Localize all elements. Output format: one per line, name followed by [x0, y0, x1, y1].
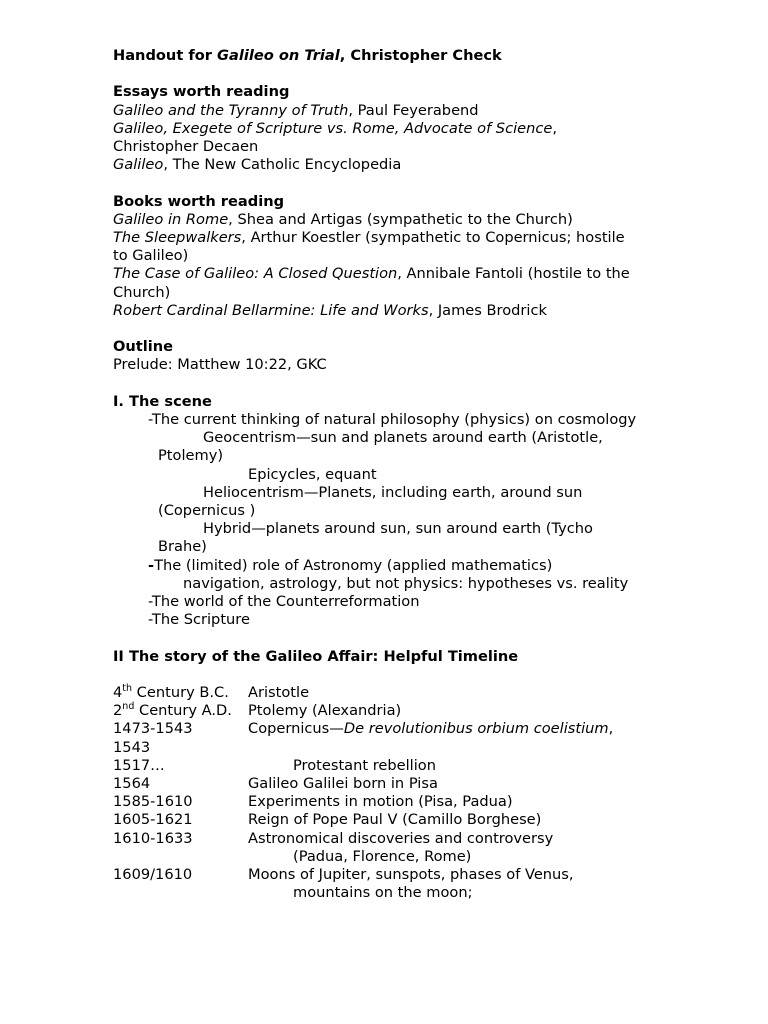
books-heading: Books worth reading: [113, 192, 285, 210]
timeline-event: Galileo Galilei born in Pisa: [248, 775, 438, 793]
timeline-date: 1609/1610: [113, 866, 193, 884]
timeline-date: 4th Century B.C.: [113, 683, 229, 702]
timeline-date: 1517…: [113, 756, 165, 774]
scene-line: Hybrid—planets around sun, sun around earth (Tycho: [203, 520, 593, 538]
book-item: Robert Cardinal Bellarmine: Life and Works, James Brodrick: [113, 301, 547, 319]
timeline-row: [113, 775, 673, 793]
scene-line: -The world of the Counterreformation: [148, 593, 420, 611]
page-title: Handout for Galileo on Trial, Christopher Check: [113, 47, 502, 64]
timeline-date: 1605-1621: [113, 811, 193, 829]
scene-line: -The Scripture: [148, 611, 250, 629]
timeline-event: Reign of Pope Paul V (Camillo Borghese): [248, 811, 542, 829]
document-content: [113, 47, 673, 902]
timeline-date: 1564: [113, 775, 151, 793]
timeline-date: 2nd Century A.D.: [113, 701, 232, 720]
essay-item: Galileo, The New Catholic Encyclopedia: [113, 156, 402, 174]
book-item: Galileo in Rome, Shea and Artigas (sympathetic to the Church): [113, 210, 573, 228]
essay-item-continuation: Christopher Decaen: [113, 138, 259, 155]
timeline-date: 1610-1633: [113, 829, 193, 847]
timeline-row: [113, 684, 673, 702]
timeline-row: [113, 757, 673, 775]
timeline-date: 1473-1543: [113, 720, 193, 738]
timeline-event: Ptolemy (Alexandria): [248, 702, 402, 720]
timeline-row: [113, 811, 673, 829]
scene-line: -The current thinking of natural philosophy (physics) on cosmology: [148, 411, 637, 428]
book-item-continuation: to Galileo): [113, 247, 189, 265]
essay-item: Galileo and the Tyranny of Truth, Paul Feyerabend: [113, 101, 479, 119]
scene-line: Heliocentrism—Planets, including earth, around sun: [203, 483, 583, 501]
timeline-event: Aristotle: [248, 684, 310, 702]
scene-heading: I. The scene: [113, 392, 212, 410]
book-item-continuation: Church): [113, 283, 171, 301]
outline-prelude: Prelude: Matthew 10:22, GKC: [113, 356, 327, 374]
timeline-date: 1585-1610: [113, 793, 193, 811]
timeline-event: Astronomical discoveries and controversy: [248, 829, 554, 847]
scene-line-continuation: Ptolemy): [158, 447, 224, 465]
timeline-continuation: (Padua, Florence, Rome): [293, 847, 472, 865]
timeline-event: Protestant rebellion: [293, 756, 436, 774]
timeline-event: Experiments in motion (Pisa, Padua): [248, 793, 513, 811]
timeline-row: [113, 702, 673, 720]
book-item: The Sleepwalkers, Arthur Koestler (sympathetic to Copernicus; hostile: [113, 229, 625, 246]
essay-item: Galileo, Exegete of Scripture vs. Rome, Advocate of Science,: [113, 119, 558, 137]
scene-line-continuation: (Copernicus ): [158, 502, 256, 520]
scene-line-continuation: Brahe): [158, 538, 207, 556]
timeline-row: [113, 720, 673, 738]
timeline-continuation: 1543: [113, 738, 151, 756]
timeline-row: [113, 866, 673, 884]
book-item: The Case of Galileo: A Closed Question, Annibale Fantoli (hostile to the: [113, 265, 630, 283]
scene-line: navigation, astrology, but not physics: hypotheses vs. reality: [183, 574, 629, 592]
timeline-event: Copernicus—De revolutionibus orbium coelistium,: [248, 720, 614, 738]
scene-line: -The (limited) role of Astronomy (applied mathematics): [148, 556, 553, 574]
timeline-row: [113, 830, 673, 848]
timeline-row: [113, 793, 673, 811]
scene-line: Epicycles, equant: [248, 465, 377, 483]
story-heading: II The story of the Galileo Affair: Helpful Timeline: [113, 647, 519, 665]
essays-heading: Essays worth reading: [113, 83, 290, 101]
timeline-continuation: mountains on the moon;: [293, 884, 473, 902]
timeline-event: Moons of Jupiter, sunspots, phases of Venus,: [248, 866, 574, 884]
outline-heading: Outline: [113, 338, 174, 356]
scene-line: Geocentrism—sun and planets around earth (Aristotle,: [203, 429, 603, 447]
